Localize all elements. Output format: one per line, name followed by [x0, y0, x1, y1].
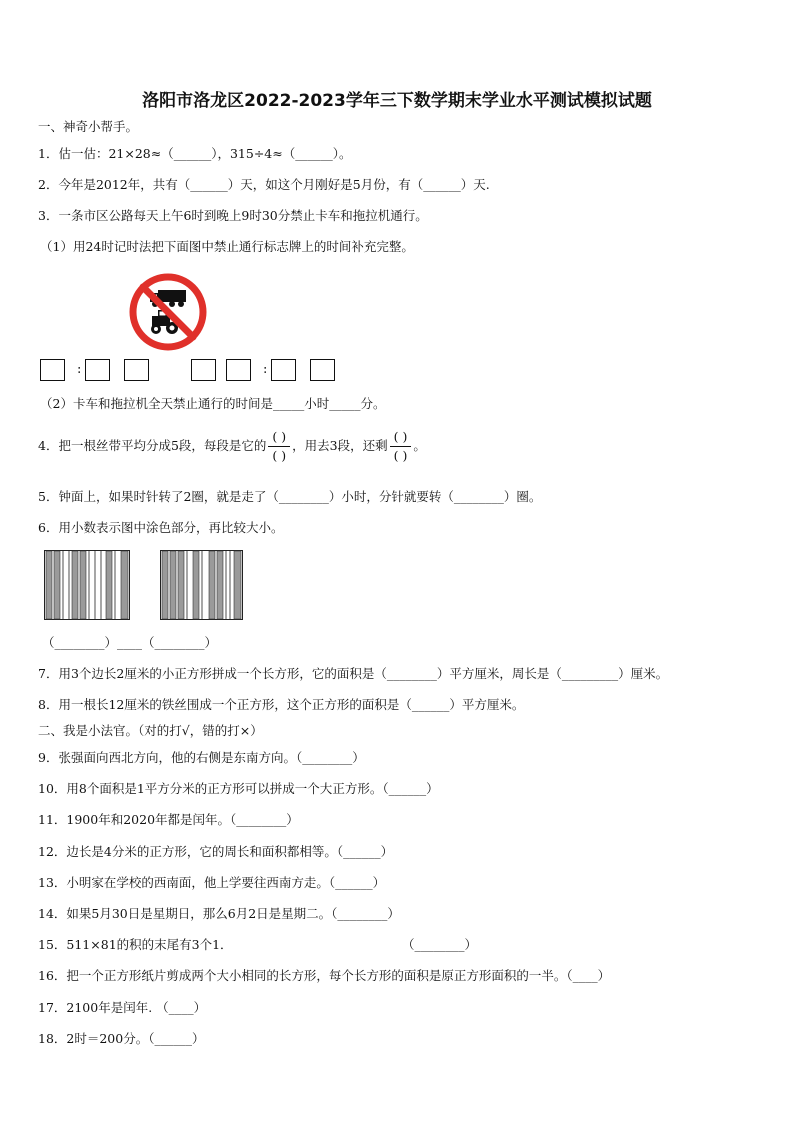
question-15-blank: （________） [402, 937, 478, 952]
question-16: 16．把一个正方形纸片剪成两个大小相同的长方形，每个长方形的面积是原正方形面积的一半。（____） [38, 968, 611, 983]
question-15: 15．511×81的积的末尾有3个1． [38, 937, 233, 952]
question-18: 18．2时＝200分。（______） [38, 1031, 205, 1046]
question-9: 9．张强面向西北方向，他的右侧是东南方向。（________） [38, 750, 365, 765]
question-4-suffix: 。 [413, 438, 426, 453]
question-17: 17．2100年是闰年. （____） [38, 1000, 207, 1015]
question-3-part-1: （1）用24时记时法把下面图中禁止通行标志牌上的时间补充完整。 [40, 239, 414, 254]
striped-figure-left [44, 550, 130, 620]
time-box-4[interactable] [191, 359, 216, 381]
question-1: 1．估一估：21×28≈（______），315÷4≈（______）。 [38, 146, 352, 161]
question-4-middle: ，用去3段，还剩 [292, 438, 388, 453]
question-8: 8．用一根长12厘米的铁丝围成一个正方形，这个正方形的面积是（______）平方厘米。 [38, 697, 525, 712]
page-title: 洛阳市洛龙区2022-2023学年三下数学期末学业水平测试模拟试题 [142, 91, 652, 111]
section-1-heading: 一、神奇小帮手。 [38, 119, 139, 134]
question-14: 14．如果5月30日是星期日，那么6月2日是星期二。（________） [38, 906, 400, 921]
question-5: 5．钟面上，如果时针转了2圈，就是走了（________）小时，分针就要转（________）圈。 [38, 489, 542, 504]
time-box-7[interactable] [310, 359, 335, 381]
question-10: 10．用8个面积是1平方分米的正方形可以拼成一个大正方形。（______） [38, 781, 439, 796]
question-2: 2．今年是2012年，共有（______）天，如这个月刚好是5月份，有（______）天. [38, 177, 490, 192]
time-box-3[interactable] [124, 359, 149, 381]
time-box-1[interactable] [40, 359, 65, 381]
time-box-5[interactable] [226, 359, 251, 381]
section-2-heading: 二、我是小法官。（对的打√，错的打×） [38, 723, 263, 738]
question-6: 6．用小数表示图中涂色部分，再比较大小。 [38, 520, 284, 535]
time-colon-2: : [263, 362, 268, 377]
question-3-part-2: （2）卡车和拖拉机全天禁止通行的时间是_____小时_____分。 [40, 396, 386, 411]
time-box-2[interactable] [85, 359, 110, 381]
no-trucks-sign-icon [128, 272, 208, 352]
time-box-6[interactable] [271, 359, 296, 381]
question-12: 12．边长是4分米的正方形，它的周长和面积都相等。（______） [38, 844, 394, 859]
question-4-prefix: 4．把一根丝带平均分成5段，每段是它的 [38, 438, 267, 453]
question-13: 13．小明家在学校的西南面，他上学要往西南方走。（______） [38, 875, 386, 890]
question-6-answer: （________）____（________） [42, 635, 218, 650]
question-11: 11．1900年和2020年都是闰年。（________） [38, 812, 299, 827]
question-7: 7．用3个边长2厘米的小正方形拼成一个长方形，它的面积是（________）平方厘米，周长是（_________）厘米。 [38, 666, 669, 681]
fraction-blank-1[interactable]: $\frac{( )}{( )}$ [268, 429, 290, 464]
question-3: 3．一条市区公路每天上午6时到晚上9时30分禁止卡车和拖拉机通行。 [38, 208, 428, 223]
striped-figure-right [160, 550, 243, 620]
question-4 [38, 428, 426, 464]
time-colon-1: : [77, 362, 82, 377]
fraction-blank-2[interactable]: $\frac{( )}{( )}$ [390, 429, 412, 464]
